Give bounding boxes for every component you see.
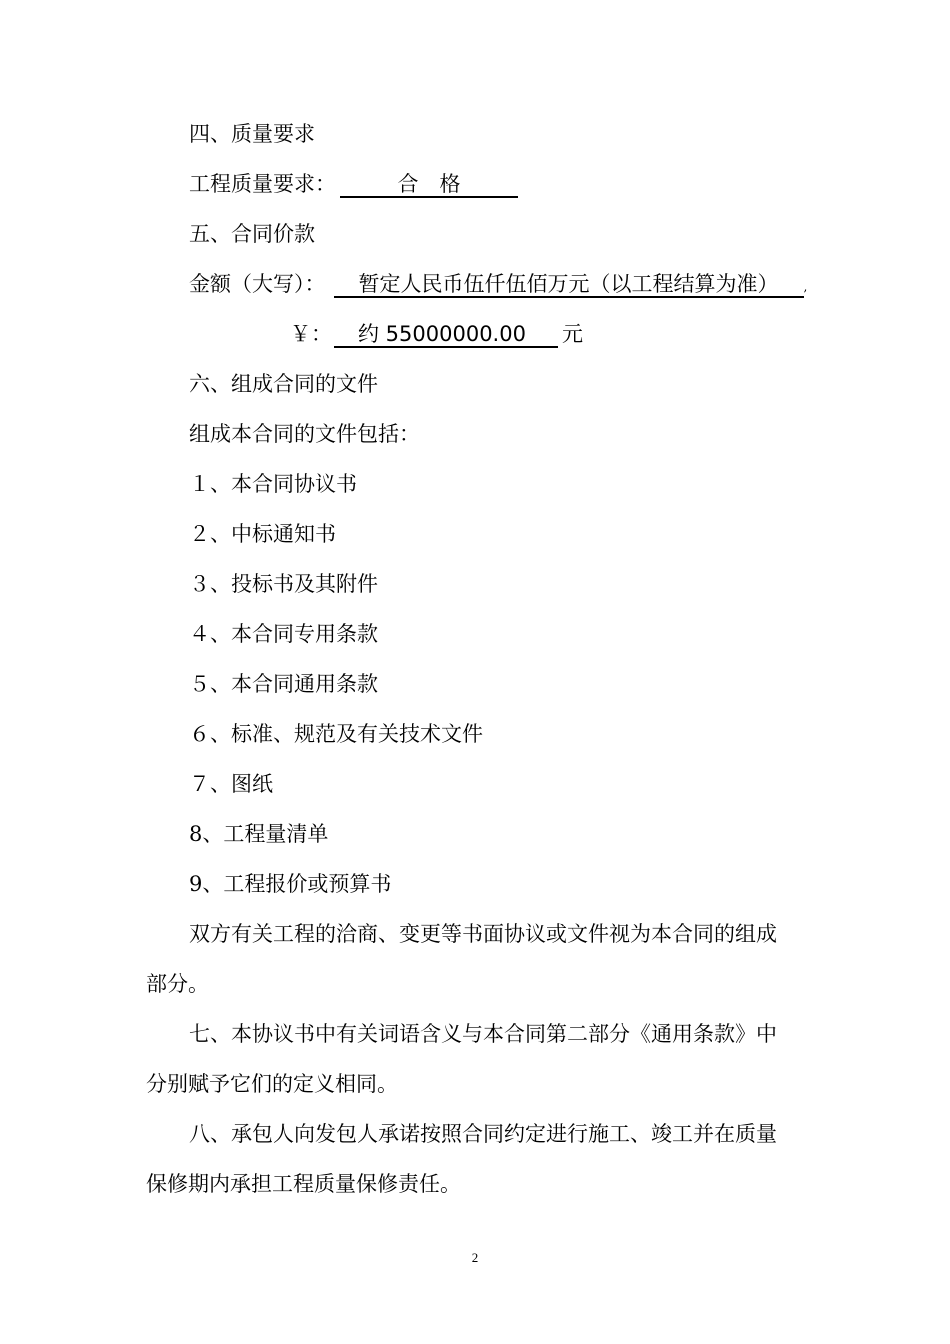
yen-unit: 元	[562, 322, 583, 346]
document-list-item: ６、标准、规范及有关技术文件	[189, 722, 483, 746]
document-list-item: ４、本合同专用条款	[189, 622, 378, 646]
section7-line1: 七、本协议书中有关词语含义与本合同第二部分《通用条款》中	[189, 1022, 777, 1046]
section6-closing-line2: 部分。	[146, 972, 209, 996]
section4-heading: 四、质量要求	[189, 122, 315, 146]
document-list-item: ３、投标书及其附件	[189, 572, 378, 596]
document-list-item: 8、工程量清单	[189, 822, 329, 846]
document-list-item: ２、中标通知书	[189, 522, 336, 546]
amount-words-suffix: ,	[803, 280, 808, 294]
quality-label: 工程质量要求：	[189, 172, 336, 196]
yen-label: ￥：	[290, 322, 332, 346]
section5-heading: 五、合同价款	[189, 222, 315, 246]
amount-yen-row	[290, 322, 583, 348]
section6-intro: 组成本合同的文件包括：	[189, 422, 420, 446]
section6-closing-line1: 双方有关工程的洽商、变更等书面协议或文件视为本合同的组成	[189, 922, 777, 946]
section7-line2: 分别赋予它们的定义相同。	[146, 1072, 398, 1096]
quality-value: 合 格	[340, 172, 518, 198]
section8-line1: 八、承包人向发包人承诺按照合同约定进行施工、竣工并在质量	[189, 1122, 777, 1146]
page-number: 2	[471, 1250, 479, 1265]
quality-requirement-row	[189, 172, 518, 198]
document-list-item: １、本合同协议书	[189, 472, 357, 496]
yen-value: 约 55000000.00	[334, 322, 558, 348]
amount-words-value: 暂定人民币伍仟伍佰万元（以工程结算为准）	[334, 272, 804, 298]
document-list-item: 9、工程报价或预算书	[189, 872, 392, 896]
section6-heading: 六、组成合同的文件	[189, 372, 378, 396]
amount-words-row	[189, 272, 807, 299]
amount-label: 金额（大写）：	[189, 272, 326, 296]
document-list-item: ５、本合同通用条款	[189, 672, 378, 696]
document-list-item: ７、图纸	[189, 772, 273, 796]
section8-line2: 保修期内承担工程质量保修责任。	[146, 1172, 461, 1196]
